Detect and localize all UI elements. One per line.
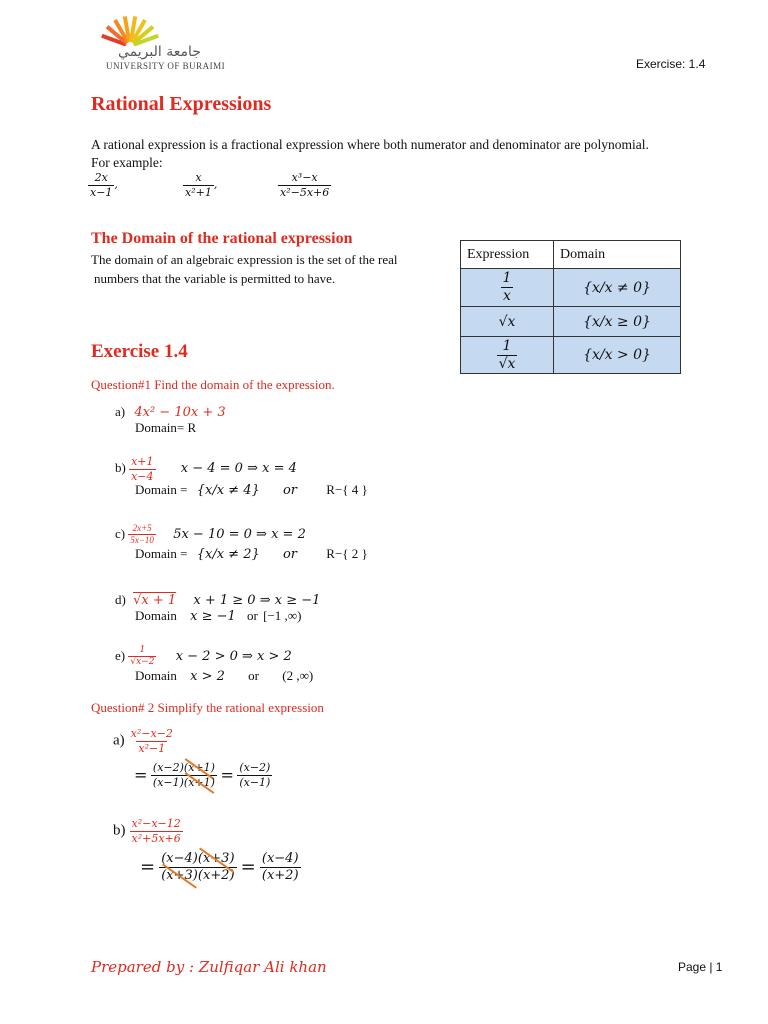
expression: $\frac{1}{√x-2}$ <box>130 645 155 668</box>
prepared-by-footer: Prepared by : Zulfiqar Ali khan <box>91 958 327 976</box>
domain-result: Domain = {x/x ≠ 4} or R−{ 4 } <box>135 482 368 499</box>
sunburst-logo-icon <box>100 14 160 46</box>
university-logo <box>100 14 250 70</box>
q1-item-c <box>115 524 368 562</box>
domain-text-line1: The domain of an algebraic expression is the set of the real <box>91 252 398 267</box>
item-label: b) <box>115 460 126 476</box>
q2-a-simplification: = $\frac{(x-2)(x+1)}{(x-1)(x+1)}$ = $\frac{(x-2)}{(x-1)}$ <box>134 761 271 789</box>
domain-table <box>460 240 681 374</box>
cancelled-factor: (x+3) <box>197 851 235 866</box>
working: x + 1 ≥ 0 ⇒ x ≥ −1 <box>193 593 321 608</box>
header-expression: Expression <box>461 241 554 269</box>
cancelled-factor: (x+1) <box>183 761 215 774</box>
logo-english-text: UNIVERSITY OF BURAIMI <box>106 61 226 71</box>
expression: 4x² − 10x + 3 <box>134 405 226 420</box>
q1-item-b <box>115 456 368 498</box>
table-row <box>461 269 681 307</box>
for-example-text: For example: <box>91 155 163 170</box>
expr-one-over-sqrt-x: $\frac{1}{√x}$ <box>498 338 516 372</box>
expr-one-over-x: $\frac{1}{x}$ <box>502 270 512 304</box>
q2-item-b <box>113 818 183 844</box>
table-row <box>461 307 681 337</box>
domain-result: Domain= R <box>135 420 197 435</box>
item-label: a) <box>113 732 125 749</box>
expr-sqrt-x: √x <box>461 307 554 337</box>
question-2-title: Question# 2 Simplify the rational expression <box>91 700 324 715</box>
exercise-header-label: Exercise: 1.4 <box>636 57 706 71</box>
cancelled-factor: (x+3) <box>161 867 198 883</box>
domain-result: Domain x ≥ −1 or [−1 ,∞) <box>135 608 302 624</box>
example-2: $\frac{x}{\text{x²+1}}$ , <box>185 171 218 199</box>
item-label: c) <box>115 525 126 541</box>
q2-item-a <box>113 728 175 754</box>
item-label: b) <box>113 822 126 839</box>
domain-result: Domain = {x/x ≠ 2} or R−{ 2 } <box>135 545 368 562</box>
q2-b-simplification: = $\frac{(x-4)(x+3)}{(x+3)(x+2)}$ = $\frac{(x-4)}{(x+2)}$ <box>140 851 299 883</box>
example-list <box>88 172 331 198</box>
item-label: e) <box>115 647 126 663</box>
q1-item-d <box>115 592 320 624</box>
domain-cell: {x/x ≠ 0} <box>554 269 681 307</box>
q1-item-e <box>115 646 313 684</box>
domain-result: Domain x > 2 or (2 ,∞) <box>135 667 314 684</box>
logo-arabic-text: جامعة البريمي <box>118 44 201 60</box>
table-header-row <box>461 241 681 269</box>
q1-item-a <box>115 404 226 436</box>
working: 5x − 10 = 0 ⇒ x = 2 <box>173 526 306 542</box>
item-label: a) <box>115 404 126 419</box>
cancelled-factor: (x+1) <box>183 775 215 789</box>
domain-cell: {x/x ≥ 0} <box>554 307 681 337</box>
table-row <box>461 337 681 374</box>
expression: $\frac{x+1}{x-4}$ <box>131 455 154 483</box>
domain-section-title: The Domain of the rational expression <box>91 230 353 247</box>
intro-text: A rational expression is a fractional expression where both numerator and denominator are polynomial. <box>91 137 649 152</box>
domain-cell: {x/x > 0} <box>554 337 681 374</box>
example-1: $\frac{2x}{x-1}$ , <box>90 171 118 199</box>
item-label: d) <box>115 592 126 607</box>
question-1-title: Question#1 Find the domain of the expression. <box>91 377 335 392</box>
expression: $\frac{2x+5}{5x-10}$ <box>130 523 154 546</box>
working: x − 4 = 0 ⇒ x = 4 <box>180 461 297 477</box>
example-3: $\frac{\text{x³−x}}{\text{x²−5x+6}}$ <box>280 171 330 199</box>
page-number: Page | 1 <box>678 960 723 974</box>
expression: $\frac{\text{x²−x−12}}{\text{x²+5x+6}}$ <box>131 817 181 845</box>
header-domain: Domain <box>554 241 681 269</box>
page-title: Rational Expressions <box>91 93 272 115</box>
working: x − 2 > 0 ⇒ x > 2 <box>175 648 292 664</box>
domain-text-line2: numbers that the variable is permitted to have. <box>94 271 336 286</box>
exercise-title: Exercise 1.4 <box>91 341 188 362</box>
expression: √x + 1 <box>133 593 177 608</box>
expression: $\frac{\text{x²−x−2}}{\text{x²−1}}$ <box>130 727 173 755</box>
